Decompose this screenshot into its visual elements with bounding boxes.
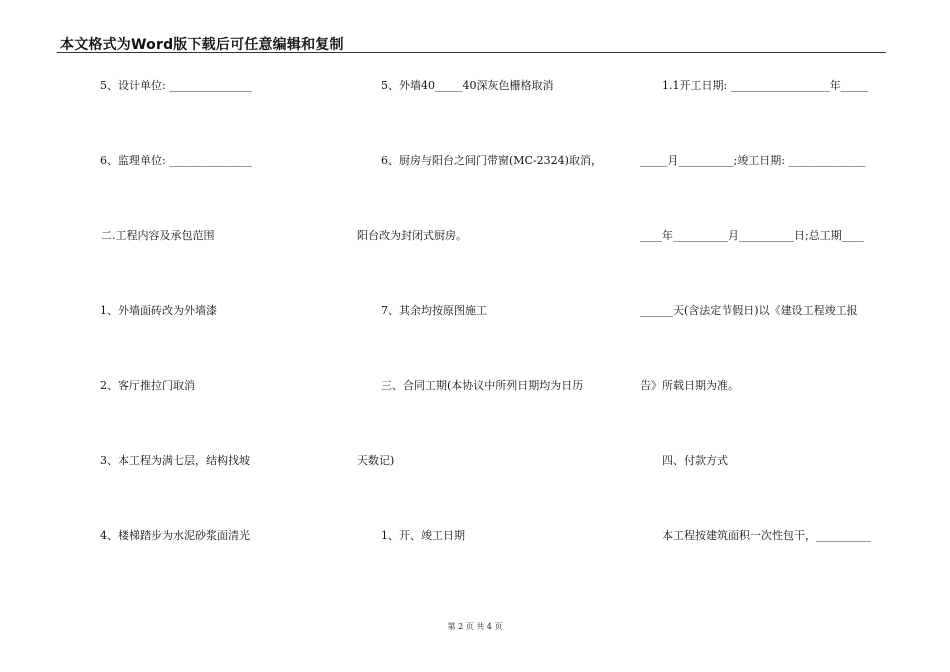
page-number-footer: 第 2 页 共 4 页 (447, 622, 503, 631)
column-left (100, 0, 300, 600)
text-line: 5、外墙40_____40深灰色栅格取消 (381, 79, 554, 92)
section-heading: 三、合同工期(本协议中所列日期均为日历 (381, 379, 584, 392)
section-heading: 四、付款方式 (662, 454, 728, 467)
text-line: ______天(含法定节假日)以《建设工程竣工报 (640, 304, 858, 317)
text-line: 天数记) (357, 454, 395, 467)
text-line: 2、客厅推拉门取消 (100, 379, 195, 392)
text-line: ____年__________月__________日;总工期____ (640, 229, 864, 242)
text-line: 1、开、竣工日期 (381, 529, 465, 542)
text-line: 3、本工程为满七层，结构找坡 (100, 454, 250, 467)
text-line: 阳台改为封闭式厨房。 (357, 229, 467, 242)
text-line: 本工程按建筑面积一次性包干，__________ (662, 529, 871, 542)
page-header-title: 本文格式为Word版下载后可任意编辑和复制 (60, 37, 344, 53)
text-line: 告》所载日期为准。 (640, 379, 739, 392)
text-line: 1、外墙面砖改为外墙漆 (100, 304, 217, 317)
text-line: 6、厨房与阳台之间门带窗(MC-2324)取消， (381, 154, 602, 167)
text-line: 1.1开工日期: __________________年_____ (662, 79, 869, 92)
text-line: 4、楼梯踏步为水泥砂浆面清光 (100, 529, 250, 542)
text-line: 7、其余均按原图施工 (381, 304, 487, 317)
text-line: 6、监理单位: _______________ (100, 154, 252, 167)
section-heading: 二.工程内容及承包范围 (101, 229, 215, 242)
text-line: 5、设计单位: _______________ (100, 79, 252, 92)
text-line: _____月__________;竣工日期: ______________ (640, 154, 866, 167)
column-right (640, 0, 890, 600)
column-middle (357, 0, 617, 600)
